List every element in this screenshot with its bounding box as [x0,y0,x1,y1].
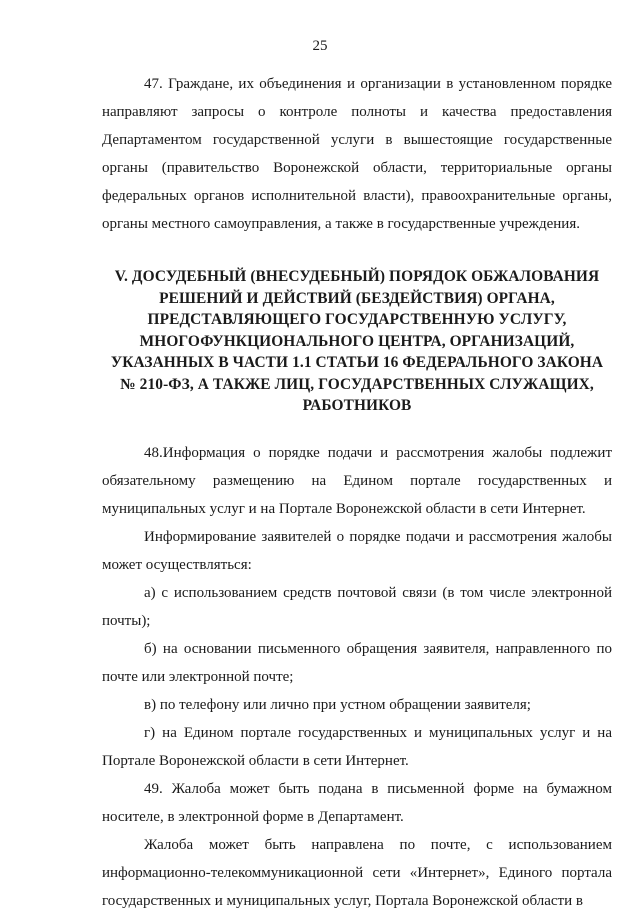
section-heading: V. ДОСУДЕБНЫЙ (ВНЕСУДЕБНЫЙ) ПОРЯДОК ОБЖАЛОВАНИЯ РЕШЕНИЙ И ДЕЙСТВИЙ (БЕЗДЕЙСТВИЯ) ОРГАНА, ПРЕДСТАВЛЯЮЩЕГО ГОСУДАРСТВЕННУЮ УСЛУГУ, МНОГОФУНКЦИОНАЛЬНОГО ЦЕНТРА, ОРГАНИЗАЦИЙ, УКАЗАННЫХ В ЧАСТИ 1.1 СТАТЬИ 16 ФЕДЕРАЛЬНОГО ЗАКОНА № 210-ФЗ, А ТАКЖЕ ЛИЦ, ГОСУДАРСТВЕННЫХ СЛУЖАЩИХ, РАБОТНИКОВ [110,268,604,414]
page-number: 25 [312,38,328,54]
list-item-b: б) на основании письменного обращения заявителя, направленного по почте или электронной почте; [102,640,612,685]
list-item-a: а) с использованием средств почтовой связи (в том числе электронной почты); [102,584,612,629]
list-item-v: в) по телефону или лично при устном обращении заявителя; [144,696,531,713]
paragraph-complaint-channels: Жалоба может быть направлена по почте, с использованием информационно-телекоммуникационной сети «Интернет», Единого портала государственных и муниципальных услуг, Портала Воронежской области в [102,836,612,909]
paragraph-47: 47. Граждане, их объединения и организации в установленном порядке направляют запросы о контроле полноты и качества предоставления Департаментом государственной услуги в вышестоящие государственные органы (правительство Воронежской области, территориальные органы федеральных органов исполнительной власти), правоохранительные органы, органы местного самоуправления, а также в государственные учреждения. [102,76,612,232]
paragraph-49: 49. Жалоба может быть подана в письменной форме на бумажном носителе, в электронной форме в Департамент. [102,780,612,825]
document-body [102,70,612,915]
paragraph-informing: Информирование заявителей о порядке подачи и рассмотрения жалобы может осуществляться: [102,528,612,573]
paragraph-48: 48.Информация о порядке подачи и рассмотрения жалобы подлежит обязательному размещению на Едином портале государственных и муниципальных услуг и на Портале Воронежской области в сети Интернет. [102,444,612,517]
list-item-g: г) на Едином портале государственных и муниципальных услуг и на Портале Воронежской области в сети Интернет. [102,724,612,769]
